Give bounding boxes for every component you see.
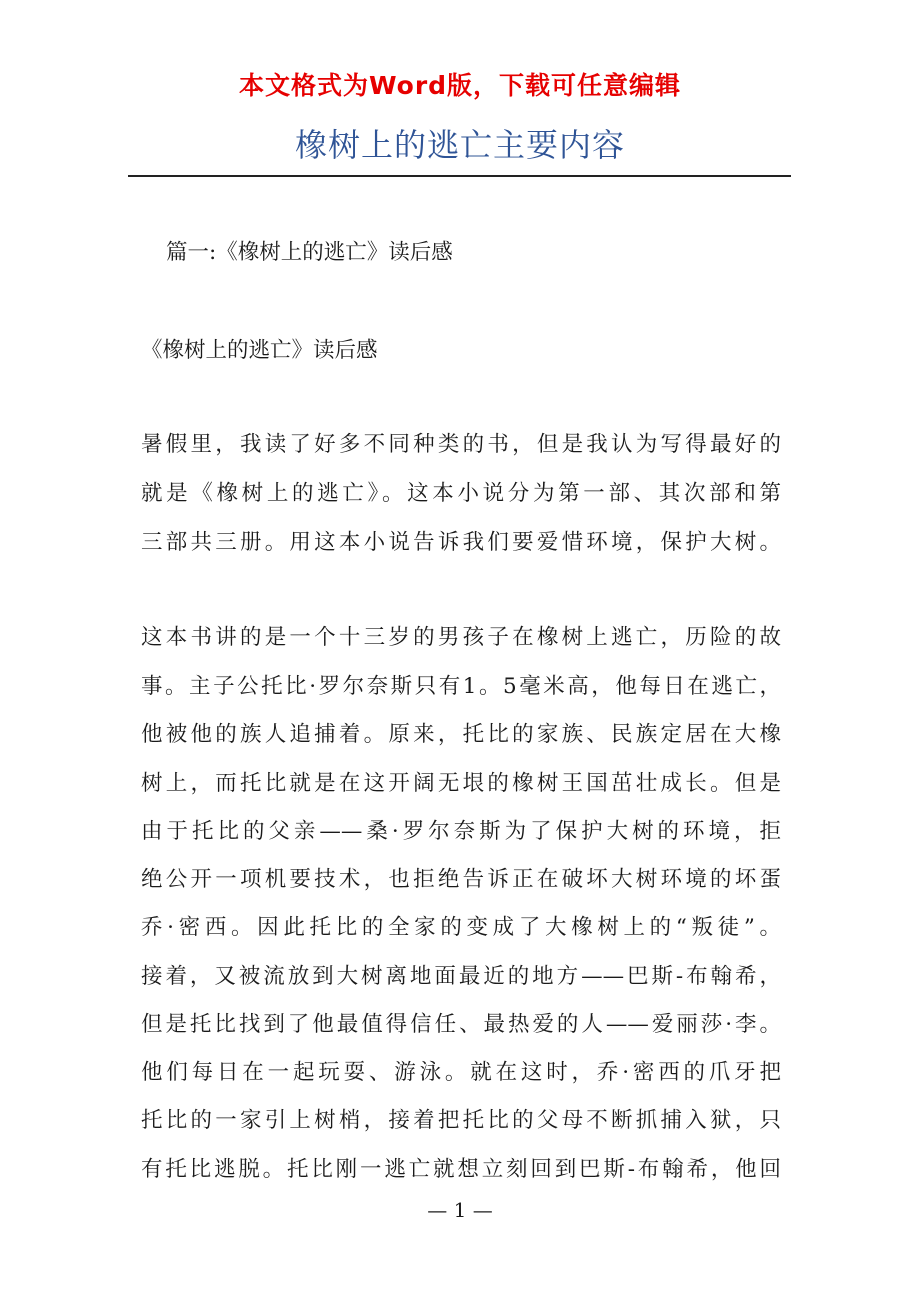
paragraph2-line: 他被他的族人追捕着。原来，托比的家族、民族定居在大橡 bbox=[141, 722, 781, 747]
paragraph2-line: 绝公开一项机要技术，也拒绝告诉正在破坏大树环境的坏蛋 bbox=[141, 867, 781, 892]
paragraph2-line: 树上，而托比就是在这开阔无垠的橡树王国茁壮成长。但是 bbox=[141, 771, 781, 796]
paragraph2-line: 接着，又被流放到大树离地面最近的地方——巴斯-布翰希， bbox=[141, 964, 781, 989]
paragraph1-line: 暑假里，我读了好多不同种类的书，但是我认为写得最好的 bbox=[141, 432, 781, 457]
format-notice-banner: 本文格式为Word版，下载可任意编辑 bbox=[238, 71, 682, 100]
paragraph2-line: 由于托比的父亲——桑·罗尔奈斯为了保护大树的环境，拒 bbox=[141, 819, 781, 844]
paragraph2-line: 他们每日在一起玩耍、游泳。就在这时，乔·密西的爪牙把 bbox=[141, 1060, 781, 1085]
sub-heading: 《橡树上的逃亡》读后感 bbox=[141, 338, 378, 363]
paragraph2-line: 事。主子公托比·罗尔奈斯只有1。5毫米高，他每日在逃亡， bbox=[141, 674, 781, 699]
paragraph2-line: 乔·密西。因此托比的全家的变成了大橡树上的“叛徒”。 bbox=[141, 915, 781, 940]
title-divider bbox=[128, 175, 791, 177]
paragraph1-line: 就是《橡树上的逃亡》。这本小说分为第一部、其次部和第 bbox=[141, 481, 781, 506]
section-heading: 篇一:《橡树上的逃亡》读后感 bbox=[166, 240, 453, 265]
paragraph2-line: 托比的一家引上树梢，接着把托比的父母不断抓捕入狱，只 bbox=[141, 1108, 781, 1133]
paragraph2-line: 这本书讲的是一个十三岁的男孩子在橡树上逃亡，历险的故 bbox=[141, 625, 781, 650]
paragraph2-line: 但是托比找到了他最值得信任、最热爱的人——爱丽莎·李。 bbox=[141, 1012, 781, 1037]
paragraph1-line: 三部共三册。用这本小说告诉我们要爱惜环境，保护大树。 bbox=[141, 530, 781, 555]
paragraph2-line: 有托比逃脱。托比刚一逃亡就想立刻回到巴斯-布翰希，他回 bbox=[141, 1157, 781, 1182]
page-number: — 1 — bbox=[427, 1198, 493, 1222]
document-title: 橡树上的逃亡主要内容 bbox=[294, 126, 625, 164]
